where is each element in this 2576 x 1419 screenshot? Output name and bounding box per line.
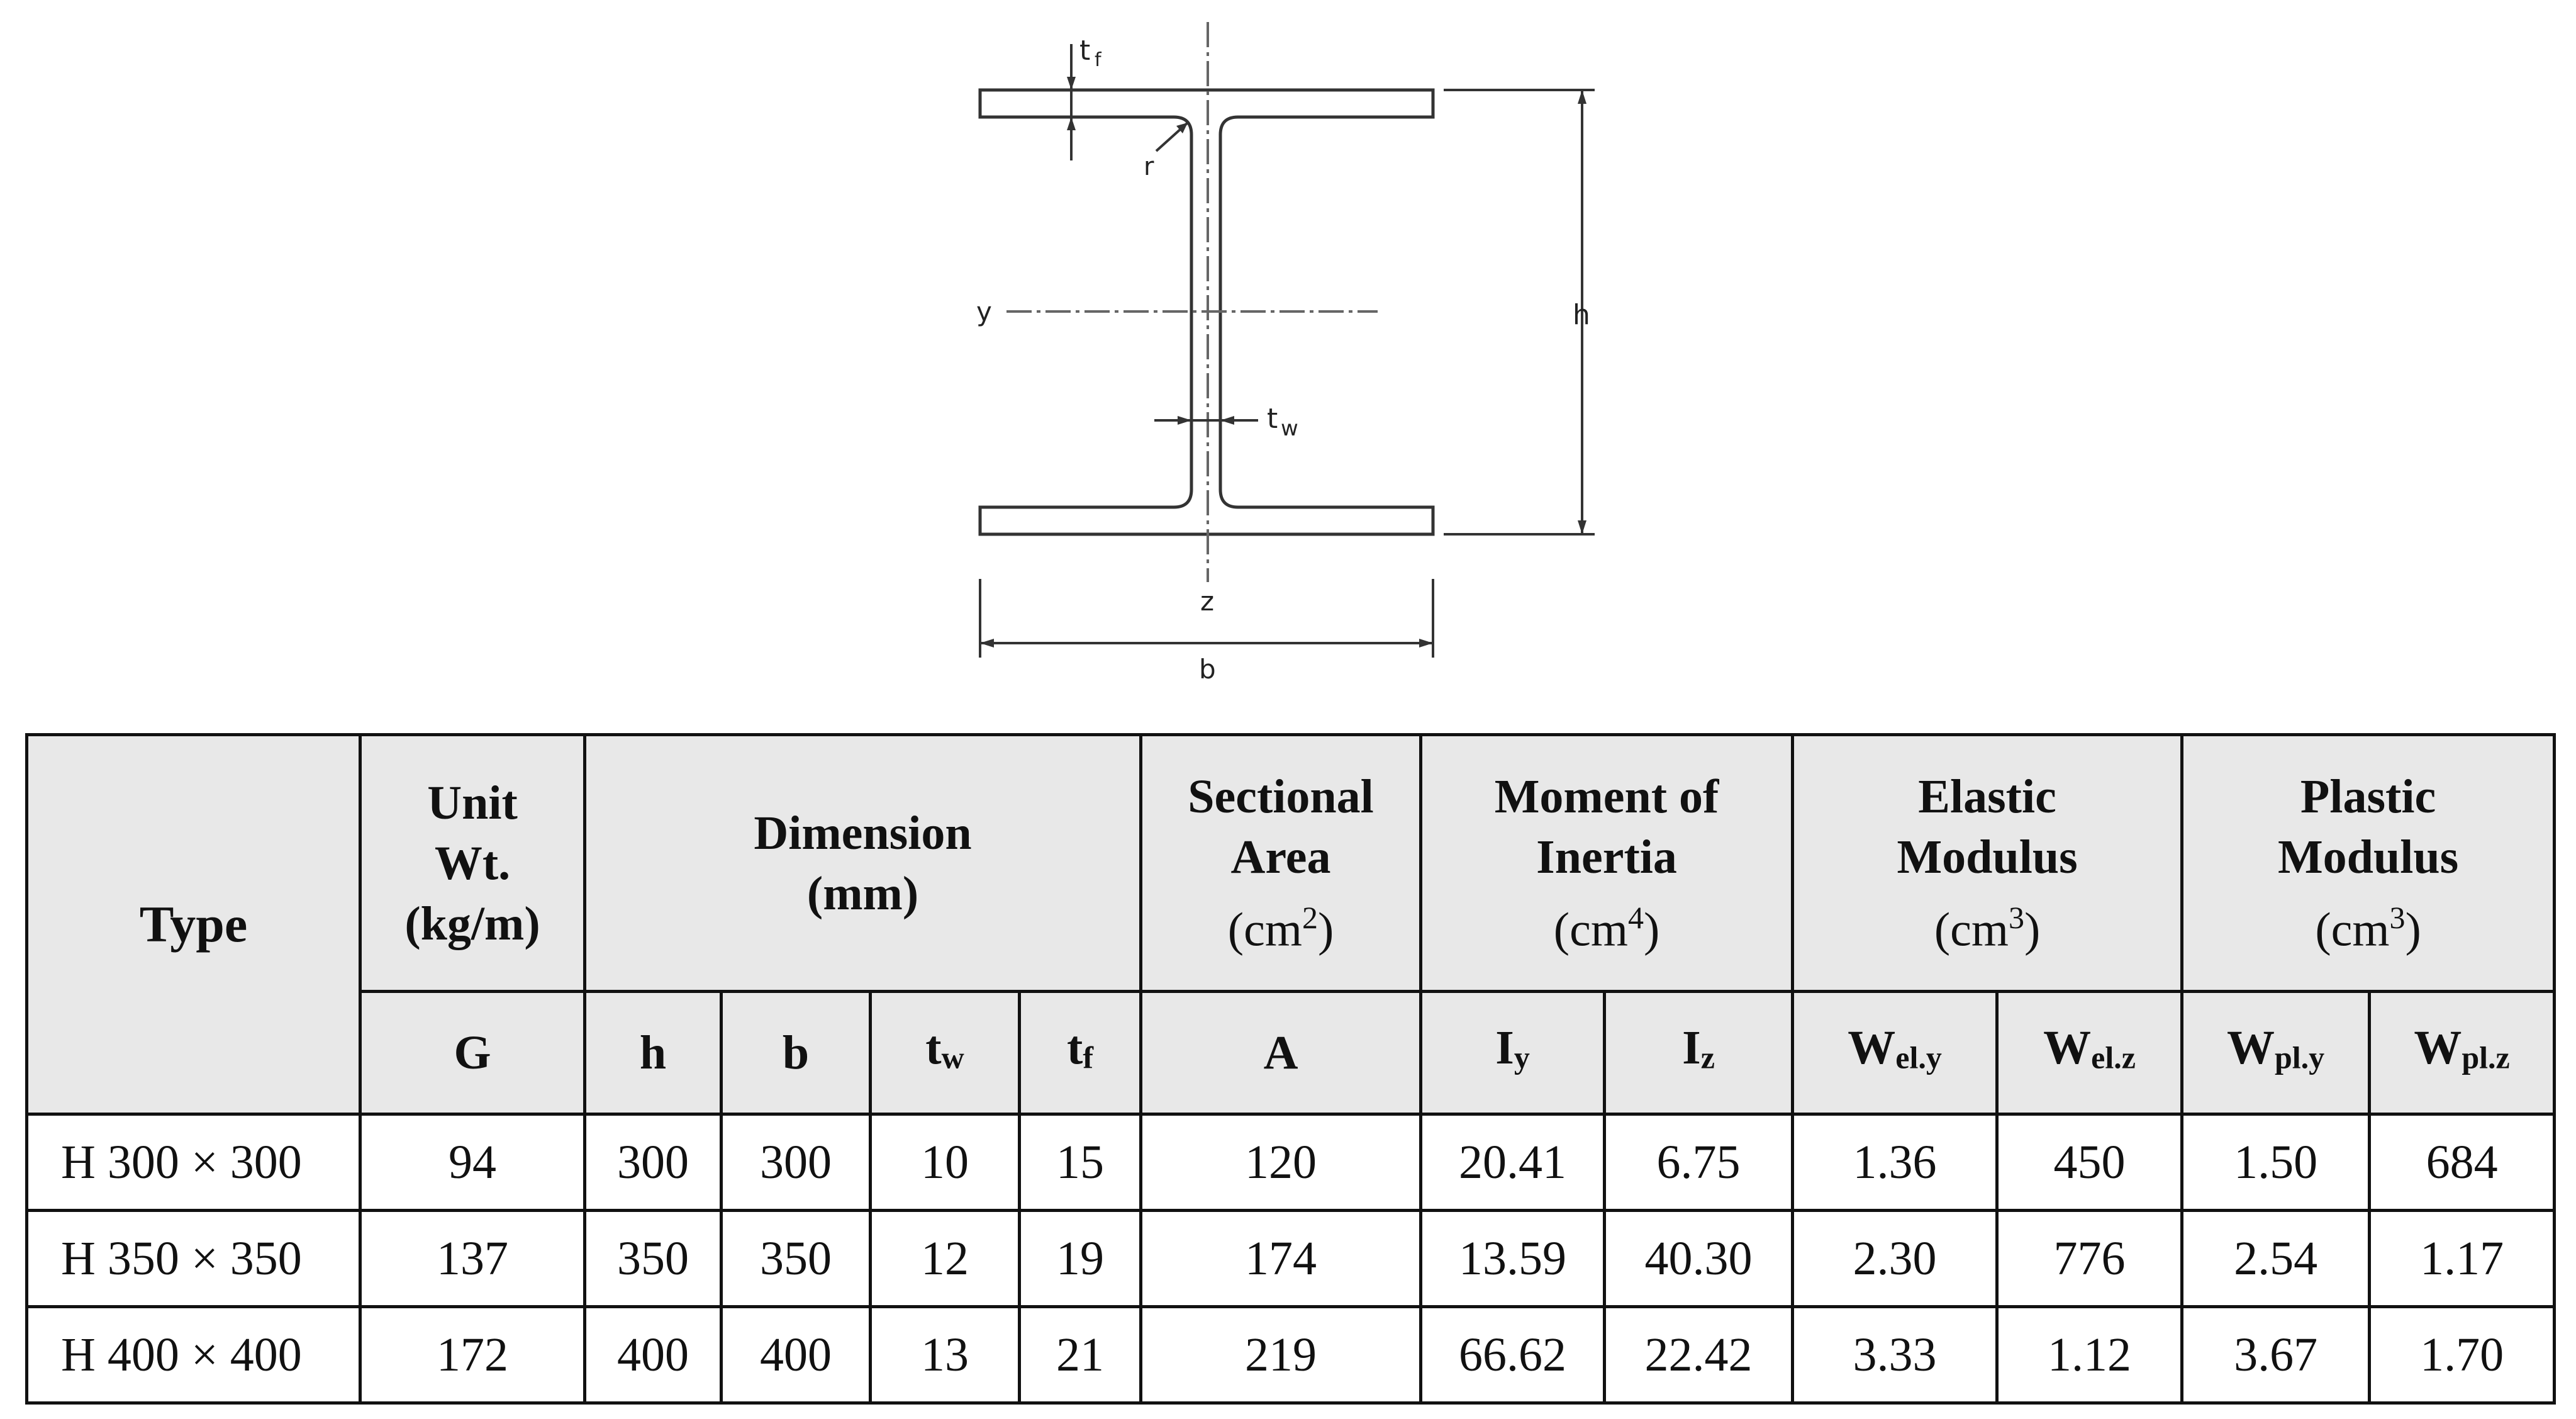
symbol-Iy-base: I bbox=[1495, 1021, 1514, 1075]
cell-tf: 19 bbox=[1020, 1211, 1141, 1307]
header-moi-line2: Inertia bbox=[1536, 830, 1677, 883]
cell-G: 172 bbox=[360, 1307, 585, 1403]
section-properties-table bbox=[25, 733, 2556, 1405]
symbol-Welz-base: W bbox=[2043, 1021, 2092, 1075]
z-label: z bbox=[1200, 586, 1215, 617]
cell-Iy: 13.59 bbox=[1421, 1211, 1605, 1307]
header-elastic-line1: Elastic bbox=[1918, 770, 2056, 823]
cell-Wely: 1.36 bbox=[1793, 1114, 1997, 1211]
header-plastic-unit-base: (cm bbox=[2315, 903, 2390, 956]
symbol-Iz bbox=[1605, 992, 1793, 1114]
header-moi-unit-base: (cm bbox=[1553, 903, 1628, 956]
tf-label: t bbox=[1079, 35, 1091, 67]
cell-tf: 21 bbox=[1020, 1307, 1141, 1403]
header-elastic-unit bbox=[1794, 887, 2180, 960]
header-area-unit bbox=[1142, 887, 1419, 960]
symbol-Iz-sub: z bbox=[1700, 1040, 1715, 1075]
cell-Iz: 40.30 bbox=[1605, 1211, 1793, 1307]
table-row bbox=[27, 1114, 2555, 1211]
cell-Wply: 1.50 bbox=[2182, 1114, 2370, 1211]
symbol-Wply bbox=[2182, 992, 2370, 1114]
cell-h: 350 bbox=[585, 1211, 722, 1307]
cell-Iy: 20.41 bbox=[1421, 1114, 1605, 1211]
cell-A: 174 bbox=[1141, 1211, 1421, 1307]
cell-tw: 10 bbox=[871, 1114, 1020, 1211]
cell-G: 94 bbox=[360, 1114, 585, 1211]
symbol-Wply-sub: pl.y bbox=[2274, 1040, 2325, 1075]
symbol-tf-base: t bbox=[1067, 1021, 1083, 1075]
cell-Iz: 22.42 bbox=[1605, 1307, 1793, 1403]
tf-arrow-bottom bbox=[1067, 117, 1076, 130]
symbol-tw-sub: w bbox=[941, 1040, 964, 1075]
cell-b: 400 bbox=[722, 1307, 871, 1403]
cell-tw: 13 bbox=[871, 1307, 1020, 1403]
header-elastic-modulus bbox=[1793, 735, 2182, 992]
symbol-Wely-sub: el.y bbox=[1895, 1040, 1942, 1075]
symbol-Wplz bbox=[2370, 992, 2555, 1114]
tw-label-sub: w bbox=[1281, 416, 1298, 441]
cell-Wply: 2.54 bbox=[2182, 1211, 2370, 1307]
header-dimension-line2: (mm) bbox=[806, 867, 919, 920]
y-label: y bbox=[976, 296, 992, 327]
b-arrow-right bbox=[1419, 639, 1433, 648]
symbol-Wely-base: W bbox=[1848, 1021, 1896, 1075]
symbol-Welz-sub: el.z bbox=[2091, 1040, 2136, 1075]
tw-label: t bbox=[1267, 403, 1278, 435]
header-plastic-line1: Plastic bbox=[2300, 770, 2436, 823]
symbol-Wplz-sub: pl.z bbox=[2462, 1040, 2510, 1075]
cell-Wely: 2.30 bbox=[1793, 1211, 1997, 1307]
cell-Wplz: 1.70 bbox=[2370, 1307, 2555, 1403]
section-properties-table-container bbox=[25, 733, 2551, 1405]
cell-Welz: 776 bbox=[1997, 1211, 2182, 1307]
header-dimension-line1: Dimension bbox=[754, 806, 972, 860]
symbol-b: b bbox=[722, 992, 871, 1114]
header-unit-wt-line3: (kg/m) bbox=[404, 897, 540, 950]
cell-b: 350 bbox=[722, 1211, 871, 1307]
symbol-A: A bbox=[1141, 992, 1421, 1114]
cell-Wely: 3.33 bbox=[1793, 1307, 1997, 1403]
cell-A: 120 bbox=[1141, 1114, 1421, 1211]
header-elastic-unit-base: (cm bbox=[1934, 903, 2009, 956]
table-row bbox=[27, 1211, 2555, 1307]
header-moi-unit-close: ) bbox=[1643, 903, 1660, 956]
cell-tw: 12 bbox=[871, 1211, 1020, 1307]
header-elastic-unit-exp: 3 bbox=[2008, 899, 2024, 935]
tw-arrow-right bbox=[1220, 416, 1234, 425]
header-area-unit-exp: 2 bbox=[1302, 899, 1318, 935]
header-type: Type bbox=[27, 735, 360, 1114]
header-plastic-unit bbox=[2183, 887, 2553, 960]
header-plastic-line2: Modulus bbox=[2277, 830, 2459, 883]
header-plastic-unit-close: ) bbox=[2405, 903, 2421, 956]
header-elastic-unit-close: ) bbox=[2024, 903, 2041, 956]
header-dimension bbox=[585, 735, 1141, 992]
cell-type: H 300 × 300 bbox=[27, 1114, 360, 1211]
cell-Iz: 6.75 bbox=[1605, 1114, 1793, 1211]
tf-label-sub: f bbox=[1095, 49, 1101, 71]
cell-type: H 400 × 400 bbox=[27, 1307, 360, 1403]
header-unit-wt-line1: Unit bbox=[427, 776, 518, 829]
symbol-tw-base: t bbox=[925, 1021, 942, 1075]
header-area-line1: Sectional bbox=[1188, 770, 1374, 823]
header-moi-unit bbox=[1422, 887, 1791, 960]
symbol-Iy bbox=[1421, 992, 1605, 1114]
cell-type: H 350 × 350 bbox=[27, 1211, 360, 1307]
header-moment-of-inertia bbox=[1421, 735, 1793, 992]
h-label: h bbox=[1573, 299, 1590, 331]
cell-Iy: 66.62 bbox=[1421, 1307, 1605, 1403]
symbol-Iz-base: I bbox=[1682, 1021, 1701, 1075]
b-label: b bbox=[1199, 654, 1216, 685]
cell-h: 400 bbox=[585, 1307, 722, 1403]
header-area-unit-close: ) bbox=[1317, 903, 1334, 956]
cell-Welz: 450 bbox=[1997, 1114, 2182, 1211]
symbol-tf-sub: f bbox=[1083, 1040, 1093, 1075]
symbol-Wply-base: W bbox=[2226, 1021, 2275, 1075]
header-sectional-area bbox=[1141, 735, 1421, 992]
table-row bbox=[27, 1307, 2555, 1403]
header-moi-line1: Moment of bbox=[1494, 770, 1719, 823]
symbol-tf bbox=[1020, 992, 1141, 1114]
cell-Welz: 1.12 bbox=[1997, 1307, 2182, 1403]
cell-h: 300 bbox=[585, 1114, 722, 1211]
tw-arrow-left bbox=[1178, 416, 1191, 425]
symbol-tw bbox=[871, 992, 1020, 1114]
h-arrow-bottom bbox=[1578, 520, 1586, 534]
header-plastic-unit-exp: 3 bbox=[2389, 899, 2406, 935]
header-unit-wt-line2: Wt. bbox=[434, 836, 511, 890]
symbol-Wplz-base: W bbox=[2414, 1021, 2462, 1075]
header-unit-wt bbox=[360, 735, 585, 992]
cell-G: 137 bbox=[360, 1211, 585, 1307]
h-arrow-top bbox=[1578, 90, 1586, 104]
header-elastic-line2: Modulus bbox=[1897, 830, 2078, 883]
r-label: r bbox=[1144, 152, 1154, 181]
cell-tf: 15 bbox=[1020, 1114, 1141, 1211]
header-area-unit-base: (cm bbox=[1227, 903, 1302, 956]
cell-A: 219 bbox=[1141, 1307, 1421, 1403]
header-area-line2: Area bbox=[1230, 830, 1331, 883]
symbol-Wely bbox=[1793, 992, 1997, 1114]
header-plastic-modulus bbox=[2182, 735, 2555, 992]
symbol-Welz bbox=[1997, 992, 2182, 1114]
cell-b: 300 bbox=[722, 1114, 871, 1211]
cell-Wplz: 684 bbox=[2370, 1114, 2555, 1211]
cell-Wplz: 1.17 bbox=[2370, 1211, 2555, 1307]
header-moi-unit-exp: 4 bbox=[1627, 899, 1644, 935]
b-arrow-left bbox=[980, 639, 994, 648]
symbol-Iy-sub: y bbox=[1514, 1040, 1530, 1075]
symbol-h: h bbox=[585, 992, 722, 1114]
symbol-G: G bbox=[360, 992, 585, 1114]
cell-Wply: 3.67 bbox=[2182, 1307, 2370, 1403]
tf-arrow-top bbox=[1067, 77, 1076, 90]
